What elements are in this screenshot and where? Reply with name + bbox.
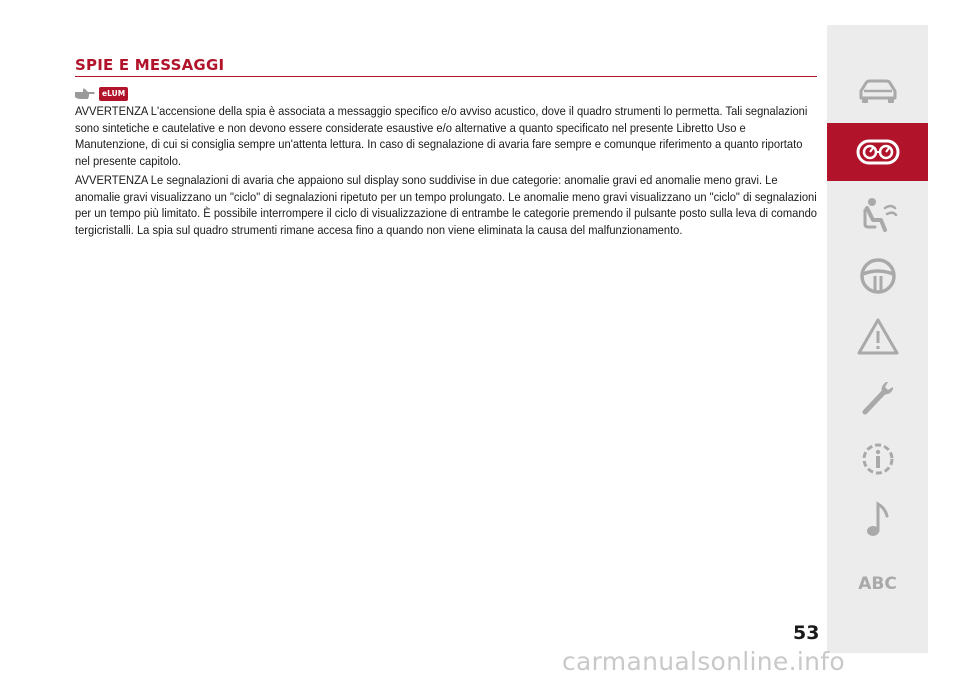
pointing-hand-icon xyxy=(74,87,96,101)
chapter-sidebar xyxy=(827,25,928,653)
sidebar-item-instruments[interactable] xyxy=(827,123,928,181)
sidebar-item-starting[interactable] xyxy=(827,247,928,305)
sidebar-item-technical-data[interactable] xyxy=(827,430,928,488)
sidebar-item-safety[interactable] xyxy=(827,185,928,243)
wrench-icon xyxy=(855,378,901,418)
note-icons xyxy=(74,85,128,103)
sidebar-item-car[interactable] xyxy=(827,63,928,121)
elum-badge-icon: eLUM xyxy=(99,87,128,101)
section-title: SPIE E MESSAGGI xyxy=(75,56,225,74)
watermark: carmanualsonline.info xyxy=(562,647,845,676)
body-text xyxy=(75,103,818,241)
sidebar-item-emergency[interactable] xyxy=(827,308,928,366)
technical-data-icon xyxy=(855,439,901,479)
seat-airbag-icon xyxy=(855,194,901,234)
sidebar-item-maintenance[interactable] xyxy=(827,369,928,427)
steering-wheel-icon xyxy=(855,256,901,296)
warning-triangle-icon xyxy=(855,317,901,357)
warning-paragraph-1: AVVERTENZA L'accensione della spia è associata a messaggio specifico e/o avviso acustico, dove il quadro strumenti lo permetta. Tali segnalazioni sono sintetiche e cautelative e non devono essere considerate esaustive e/o alternative a quanto specificato nel presente Libretto Uso e Manutenzione, di cui si consiglia sempre un'attenta lettura. In caso di segnalazione di avaria fare sempre e comunque riferimento a quanto riportato nel presente capitolo. xyxy=(75,104,808,168)
music-note-icon xyxy=(855,500,901,540)
sidebar-item-multimedia[interactable] xyxy=(827,491,928,549)
sidebar-item-index[interactable] xyxy=(827,555,928,613)
abc-index-label: ABC xyxy=(858,574,897,594)
page-number: 53 xyxy=(793,622,820,644)
car-icon xyxy=(855,72,901,112)
warning-paragraph-2: AVVERTENZA Le segnalazioni di avaria che appaiono sul display sono suddivise in due categorie: anomalie gravi ed anomalie meno gravi. Le anomalie gravi visualizzano un "ciclo" di segnalazioni ripetuto per un tempo prolungato. Le anomalie meno gravi visualizzano un "ciclo" di segnalazioni per un tempo più limitato. È possibile interrompere il ciclo di visualizzazione di entrambe le categorie premendo il pulsante posto sulla leva di comando tergicristalli. La spia sul quadro strumenti rimane accesa fino a quando non viene eliminata la causa del malfunzionamento. xyxy=(75,173,817,237)
title-divider xyxy=(75,76,817,77)
instrument-cluster-icon xyxy=(855,132,901,172)
